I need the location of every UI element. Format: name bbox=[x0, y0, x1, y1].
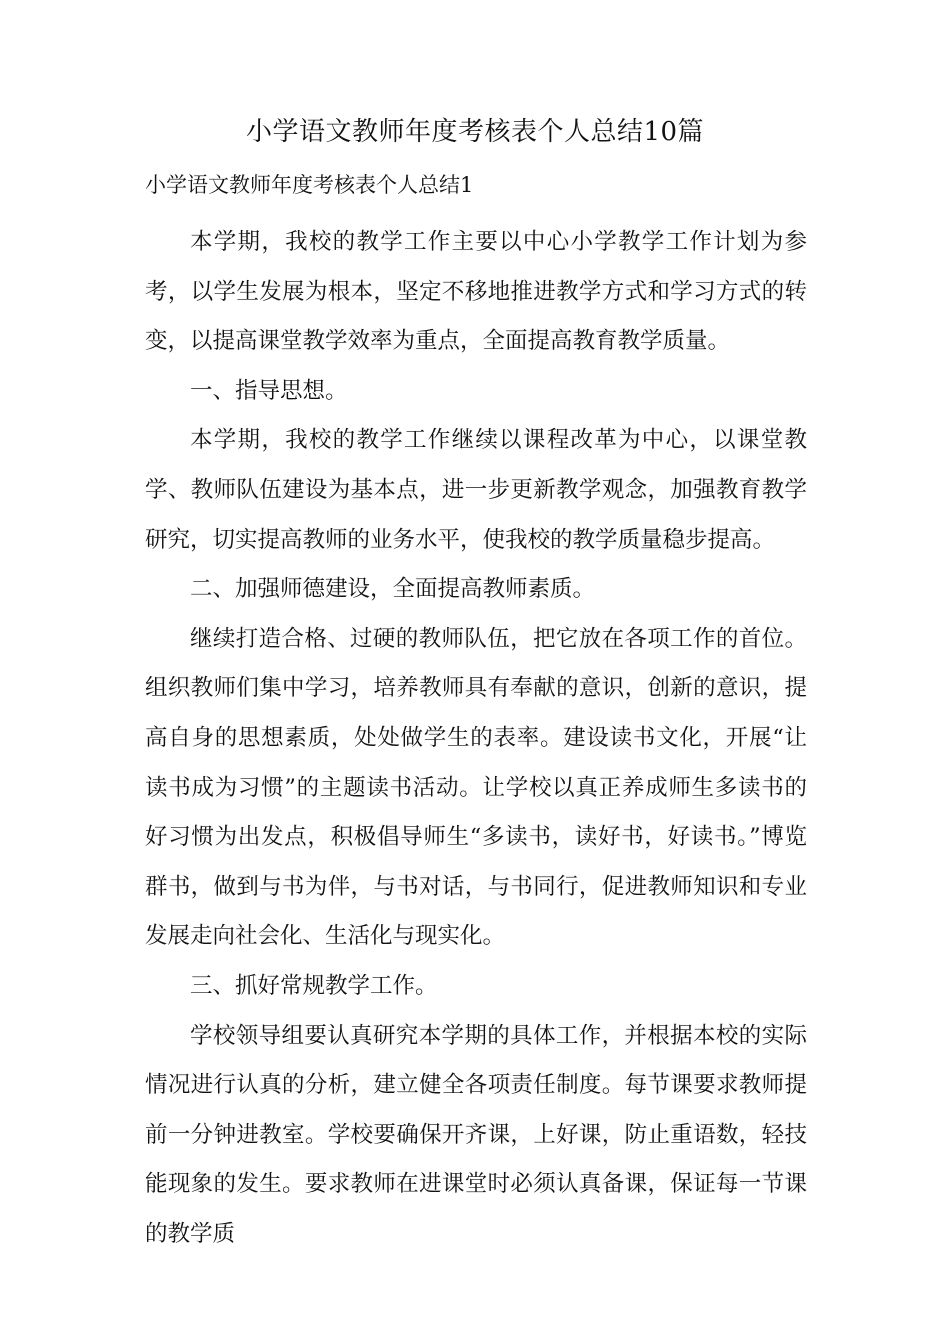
paragraph-intro: 本学期，我校的教学工作主要以中心小学教学工作计划为参考，以学生发展为根本，坚定不移地推进教学方式和学习方式的转变，以提高课堂教学效率为重点，全面提高教育教学质量。 bbox=[145, 229, 807, 355]
document-title: 小学语文教师年度考核表个人总结10篇 bbox=[245, 117, 705, 147]
heading-guiding-ideology: 一、指导思想。 bbox=[190, 377, 348, 404]
document-body bbox=[145, 218, 807, 1259]
heading-teacher-ethics: 二、加强师德建设，全面提高教师素质。 bbox=[190, 576, 596, 603]
section-subtitle: 小学语文教师年度考核表个人总结1 bbox=[145, 173, 474, 197]
paragraph-guiding-ideology: 本学期，我校的教学工作继续以课程改革为中心，以课堂教学、教师队伍建设为基本点，进一步更新教学观念，加强教育教学研究，切实提高教师的业务水平，使我校的教学质量稳步提高。 bbox=[145, 427, 807, 553]
paragraph-teacher-ethics: 继续打造合格、过硬的教师队伍，把它放在各项工作的首位。组织教师们集中学习，培养教师具有奉献的意识，创新的意识，提高自身的思想素质，处处做学生的表率。建设读书文化，开展“让读书成为习惯”的主题读书活动。让学校以真正养成师生多读书的好习惯为出发点，积极倡导师生“多读书，读好书，好读书。”博览群书，做到与书为伴，与书对话，与书同行，促进教师知识和专业发展走向社会化、生活化与现实化。 bbox=[145, 625, 807, 950]
paragraph-routine-teaching: 学校领导组要认真研究本学期的具体工作，并根据本校的实际情况进行认真的分析，建立健全各项责任制度。每节课要求教师提前一分钟进教室。学校要确保开齐课，上好课，防止重语数，轻技能现象的发生。要求教师在进课堂时必须认真备课，保证每一节课的教学质 bbox=[145, 1022, 807, 1247]
heading-routine-teaching: 三、抓好常规教学工作。 bbox=[190, 972, 438, 999]
